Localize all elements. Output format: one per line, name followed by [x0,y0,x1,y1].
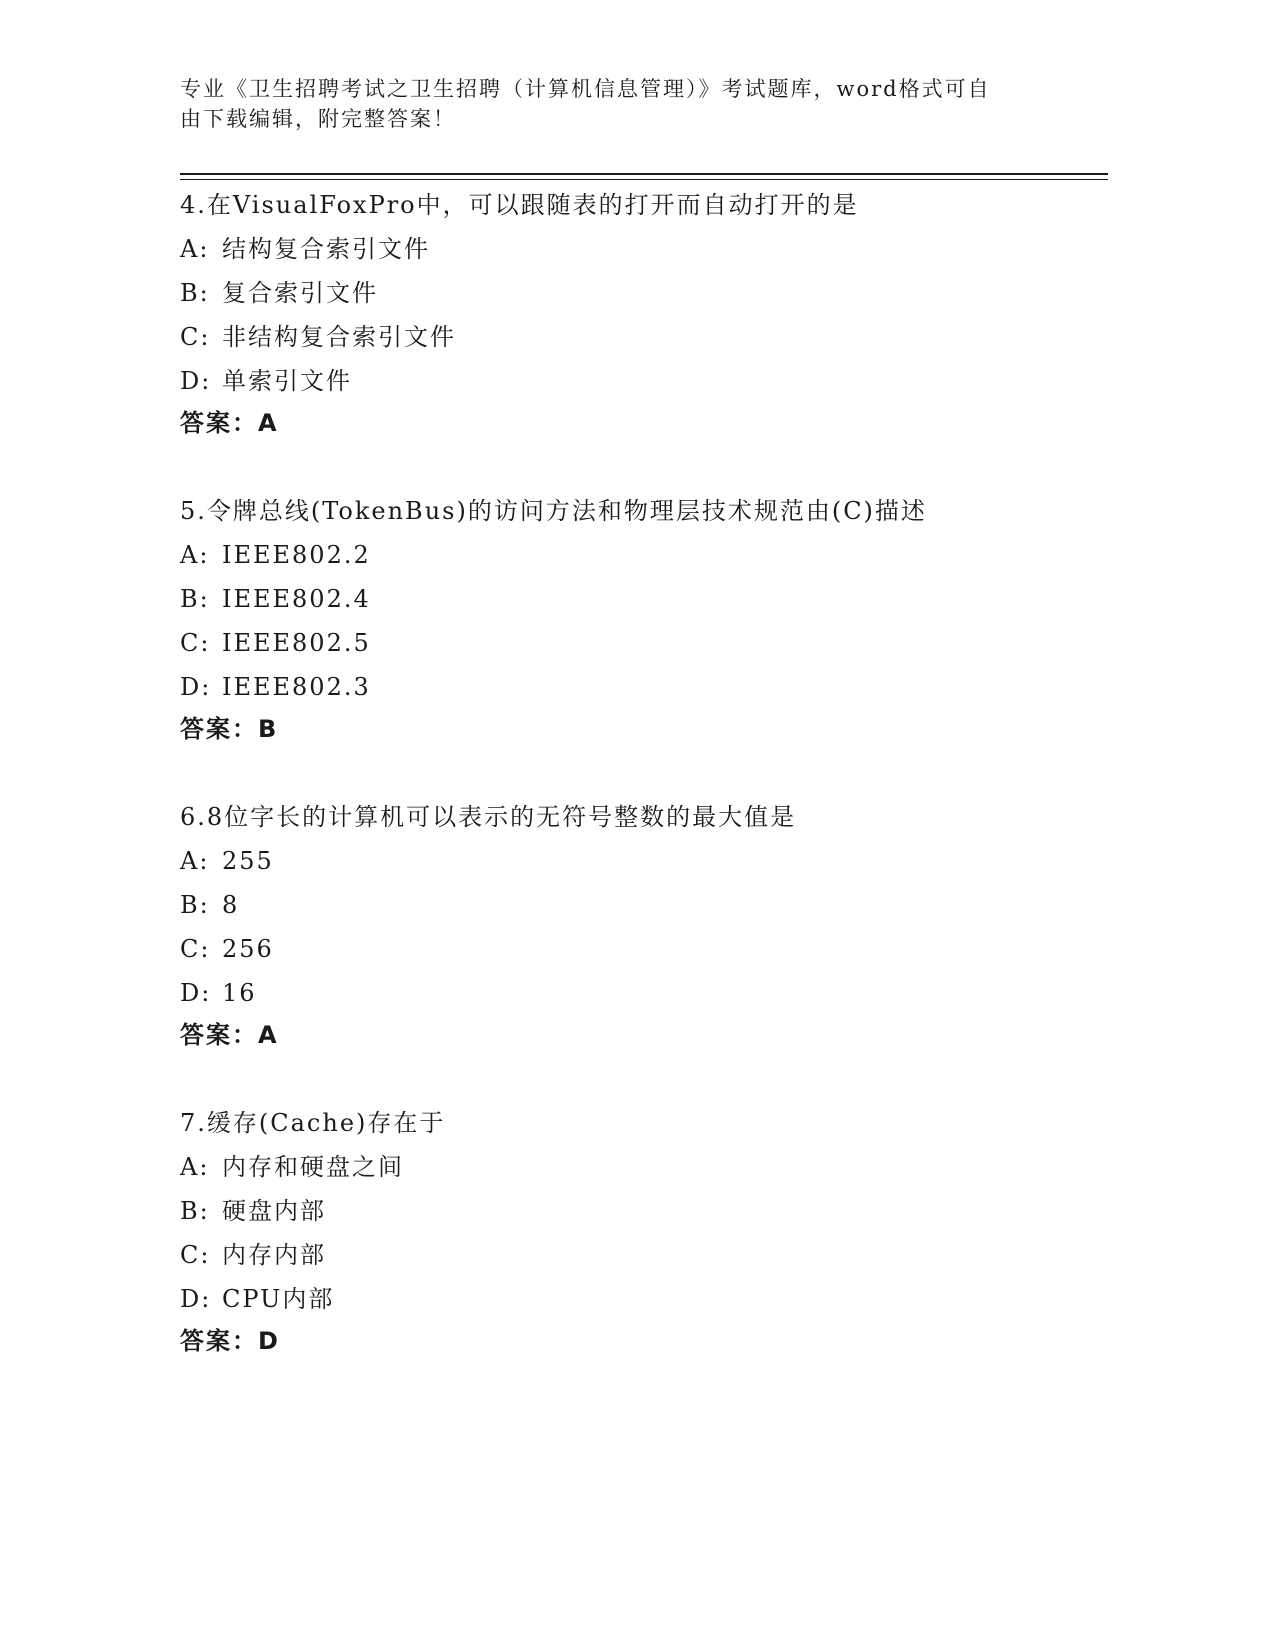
option-c [180,315,1080,359]
question-stem: 5.令牌总线(TokenBus)的访问方法和物理层技术规范由(C)描述 [180,497,927,525]
question-4 [180,183,1080,443]
option-letter: A: [180,1153,210,1181]
option-letter: D: [180,979,212,1007]
option-d [180,1277,1080,1321]
option-text: 内存和硬盘之间 [222,1153,404,1181]
option-a [180,1145,1080,1189]
option-d [180,359,1080,403]
question-5 [180,489,1080,749]
option-letter: D: [180,367,212,395]
option-text: 复合索引文件 [222,279,378,307]
option-text: 256 [222,935,274,963]
option-letter: B: [180,891,210,919]
question-7 [180,1101,1080,1361]
option-text: 8 [222,891,240,919]
option-text: IEEE802.2 [222,541,371,569]
option-text: 单索引文件 [222,367,352,395]
header-line-1: 专业《卫生招聘考试之卫生招聘（计算机信息管理）》考试题库，word格式可自 [180,77,991,101]
header-divider-thick [180,173,1108,175]
option-text: 16 [222,979,257,1007]
option-text: 内存内部 [222,1241,326,1269]
question-stem: 6.8位字长的计算机可以表示的无符号整数的最大值是 [180,803,797,831]
answer-line: 答案：D [180,1327,280,1355]
option-text: IEEE802.4 [222,585,371,613]
option-b [180,883,1080,927]
option-letter: A: [180,235,210,263]
answer-line: 答案：A [180,1021,279,1049]
option-text: 非结构复合索引文件 [222,323,456,351]
option-c [180,621,1080,665]
option-text: IEEE802.5 [222,629,371,657]
option-d [180,971,1080,1015]
option-letter: A: [180,847,210,875]
question-list [180,183,1080,1407]
option-letter: C: [180,629,211,657]
answer-line: 答案：A [180,409,279,437]
header-divider-thin [180,179,1108,180]
option-a [180,227,1080,271]
question-stem: 4.在VisualFoxPro中，可以跟随表的打开而自动打开的是 [180,191,859,219]
question-stem: 7.缓存(Cache)存在于 [180,1109,446,1137]
option-text: IEEE802.3 [222,673,371,701]
option-c [180,1233,1080,1277]
option-letter: B: [180,1197,210,1225]
option-d [180,665,1080,709]
option-letter: B: [180,279,210,307]
option-letter: D: [180,673,212,701]
option-letter: D: [180,1285,212,1313]
answer-line: 答案：B [180,715,279,743]
option-text: CPU内部 [222,1285,335,1313]
document-header [180,74,1060,134]
option-text: 结构复合索引文件 [222,235,430,263]
option-letter: C: [180,1241,211,1269]
option-b [180,271,1080,315]
option-b [180,577,1080,621]
option-letter: B: [180,585,210,613]
option-c [180,927,1080,971]
option-letter: A: [180,541,210,569]
header-line-2: 由下载编辑，附完整答案！ [180,107,456,131]
option-a [180,533,1080,577]
option-letter: C: [180,323,211,351]
option-a [180,839,1080,883]
option-text: 硬盘内部 [222,1197,326,1225]
option-b [180,1189,1080,1233]
option-letter: C: [180,935,211,963]
option-text: 255 [222,847,274,875]
question-6 [180,795,1080,1055]
